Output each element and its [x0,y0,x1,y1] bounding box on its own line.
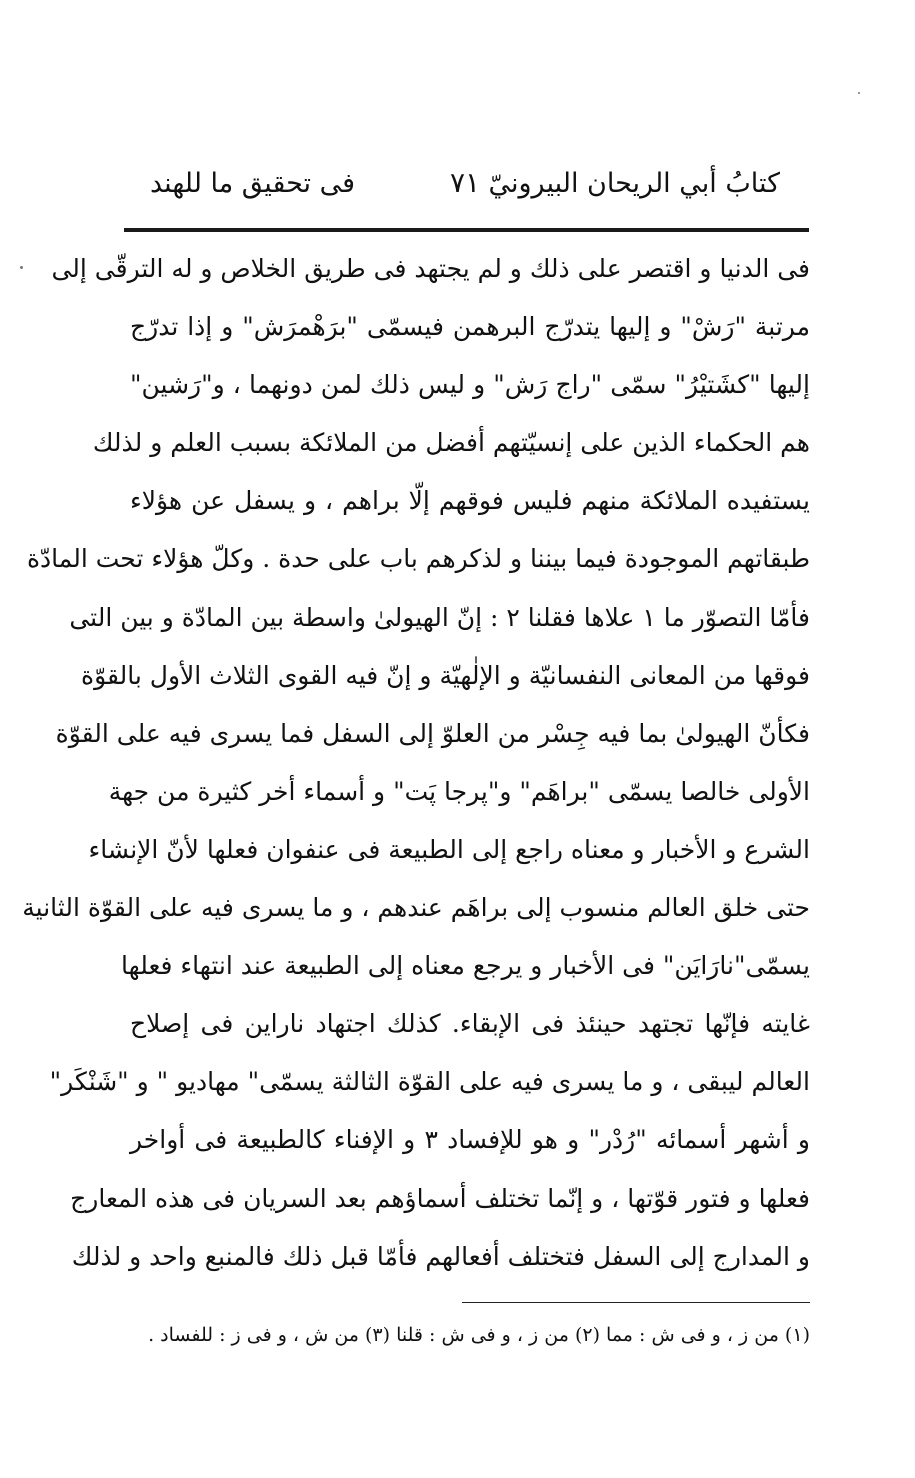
body-text [22,240,810,1286]
book-subtitle: فى تحقيق ما للهند [150,167,356,199]
text-line: الشرع و الأخبار و معناه راجع إلى الطبيعة فى عنفوان فعلها لأنّ الإنشاء [88,834,810,864]
page-speck [858,92,860,94]
text-line: فكأنّ الهيولىٰ بما فيه جِسْر من العلوّ إلى السفل فما يسرى فيه على القوّة [55,718,810,748]
page-header [150,158,780,208]
book-title: كتابُ أبي الريحان البيرونيّ [488,167,780,199]
text-line: يستفيده الملائكة منهم فليس فوقهم إلّا براهم ، و يسفل عن هؤلاء [130,486,810,516]
text-line: فعلها و فتور قوّتها ، و إنّما تختلف أسماؤهم بعد السريان فى هذه المعارج [70,1183,810,1213]
text-line: العالم ليبقى ، و ما يسرى فيه على القوّة الثالثة يسمّى" مهاديو " و "شَنْكَر" [49,1067,810,1097]
header-rule [124,228,809,232]
text-line: هم الحكماء الذين على إنسيّتهم أفضل من الملائكة بسبب العلم و لذلك [92,428,810,458]
text-line: فى الدنيا و اقتصر على ذلك و لم يجتهد فى طريق الخلاص و له الترقّى إلى [51,254,810,283]
text-line: غايته فإنّها تجتهد حينئذ فى الإبقاء. كذلك اجتهاد ناراين فى إصلاح [130,1009,810,1039]
text-line: فأمّا التصوّر ما ١ علاها فقلنا ٢ : إنّ الهيولىٰ واسطة بين المادّة و بين التى [69,602,810,632]
text-line: مرتبة "رَشْ" و إليها يتدرّج البرهمن فيسمّى "برَهْمرَش" و إذا تدرّج [130,312,810,342]
page-number: ٧١ [450,166,481,199]
page-speck [20,266,23,269]
text-line: طبقاتهم الموجودة فيما بيننا و لذكرهم باب على حدة . وكلّ هؤلاء تحت المادّة [26,544,810,574]
text-line: يسمّى"نارَايَن" فى الأخبار و يرجع معناه إلى الطبيعة عند انتهاء فعلها [121,951,810,981]
text-line: فوقها من المعانى النفسانيّة و الإلٰهيّة و إنّ فيه القوى الثلاث الأول بالقوّة [81,660,810,690]
text-line: حتى خلق العالم منسوب إلى براهَم عندهم ، و ما يسرى فيه على القوّة الثانية [22,893,810,923]
text-line: الأولى خالصا يسمّى "براهَم" و"پرجا پَت" و أسماء أخر كثيرة من جهة [108,776,810,806]
footnote-rule [462,1302,810,1303]
text-line: و المدارج إلى السفل فتختلف أفعالهم فأمّا قبل ذلك فالمنبع واحد و لذلك [71,1241,810,1271]
text-line: و أشهر أسمائه "رُدْر" و هو للإفساد ٣ و الإفناء كالطبيعة فى أواخر [130,1125,810,1155]
text-line: إليها "كشَتيْرُ" سمّى "راج رَش" و ليس ذلك لمن دونهما ، و"رَشين" [130,370,810,400]
footnote: (١) من ز ، و فى ش : مما (٢) من ز ، و فى ش : قلنا (٣) من ش ، و فى ز : للفساد . [148,1324,810,1346]
